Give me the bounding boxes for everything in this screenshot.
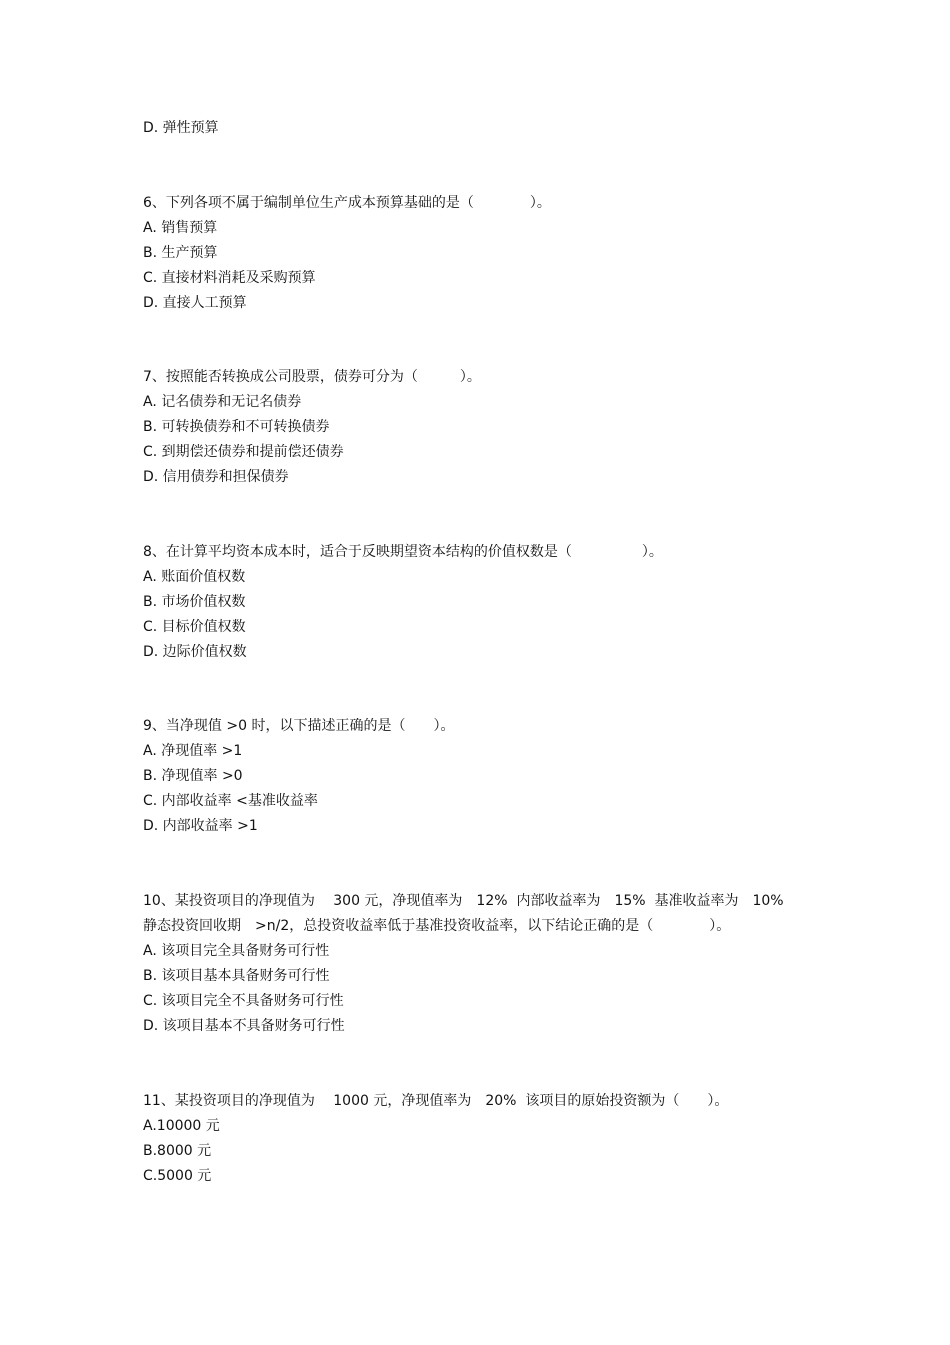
option-line: B.8000 元 — [143, 1143, 212, 1159]
option-line: A.10000 元 — [143, 1118, 220, 1134]
question-6-text: 6、下列各项不属于编制单位生产成本预算基础的是（ ）。 — [143, 195, 551, 211]
option-line: C.5000 元 — [143, 1168, 212, 1184]
question-7-text: 7、按照能否转换成公司股票，债券可分为（ ）。 — [143, 369, 481, 385]
option-line: B. 净现值率 >0 — [143, 768, 243, 784]
option-line: B. 该项目基本具备财务可行性 — [143, 968, 330, 984]
question-8-text: 8、在计算平均资本成本时，适合于反映期望资本结构的价值权数是（ ）。 — [143, 544, 663, 560]
question-10-text-continued: 静态投资回收期 >n/2，总投资收益率低于基准投资收益率，以下结论正确的是（ ）。 — [143, 918, 731, 934]
option-line: C. 目标价值权数 — [143, 619, 246, 635]
option-line: B. 可转换债券和不可转换债券 — [143, 419, 330, 435]
option-line: D. 该项目基本不具备财务可行性 — [143, 1018, 345, 1034]
option-line: D. 信用债券和担保债券 — [143, 469, 289, 485]
option-line: A. 记名债券和无记名债券 — [143, 394, 302, 410]
option-line: C. 内部收益率 <基准收益率 — [143, 793, 318, 809]
option-line: D. 弹性预算 — [143, 120, 219, 136]
option-line: B. 市场价值权数 — [143, 594, 246, 610]
option-line: B. 生产预算 — [143, 245, 218, 261]
option-line: A. 销售预算 — [143, 220, 218, 236]
question-9-text: 9、当净现值 >0 时，以下描述正确的是（ ）。 — [143, 718, 455, 734]
option-line: D. 内部收益率 >1 — [143, 818, 258, 834]
question-10-text: 10、某投资项目的净现值为 300 元，净现值率为 12% 内部收益率为 15% 基准收益率为 10% — [143, 893, 784, 909]
option-line: C. 到期偿还债券和提前偿还债券 — [143, 444, 344, 460]
option-line: A. 该项目完全具备财务可行性 — [143, 943, 330, 959]
option-line: A. 净现值率 >1 — [143, 743, 243, 759]
option-line: C. 直接材料消耗及采购预算 — [143, 270, 316, 286]
option-line: C. 该项目完全不具备财务可行性 — [143, 993, 344, 1009]
option-line: D. 直接人工预算 — [143, 295, 247, 311]
option-line: D. 边际价值权数 — [143, 644, 247, 660]
option-line: A. 账面价值权数 — [143, 569, 246, 585]
question-11-text: 11、某投资项目的净现值为 1000 元，净现值率为 20% 该项目的原始投资额为（ ）。 — [143, 1093, 729, 1109]
